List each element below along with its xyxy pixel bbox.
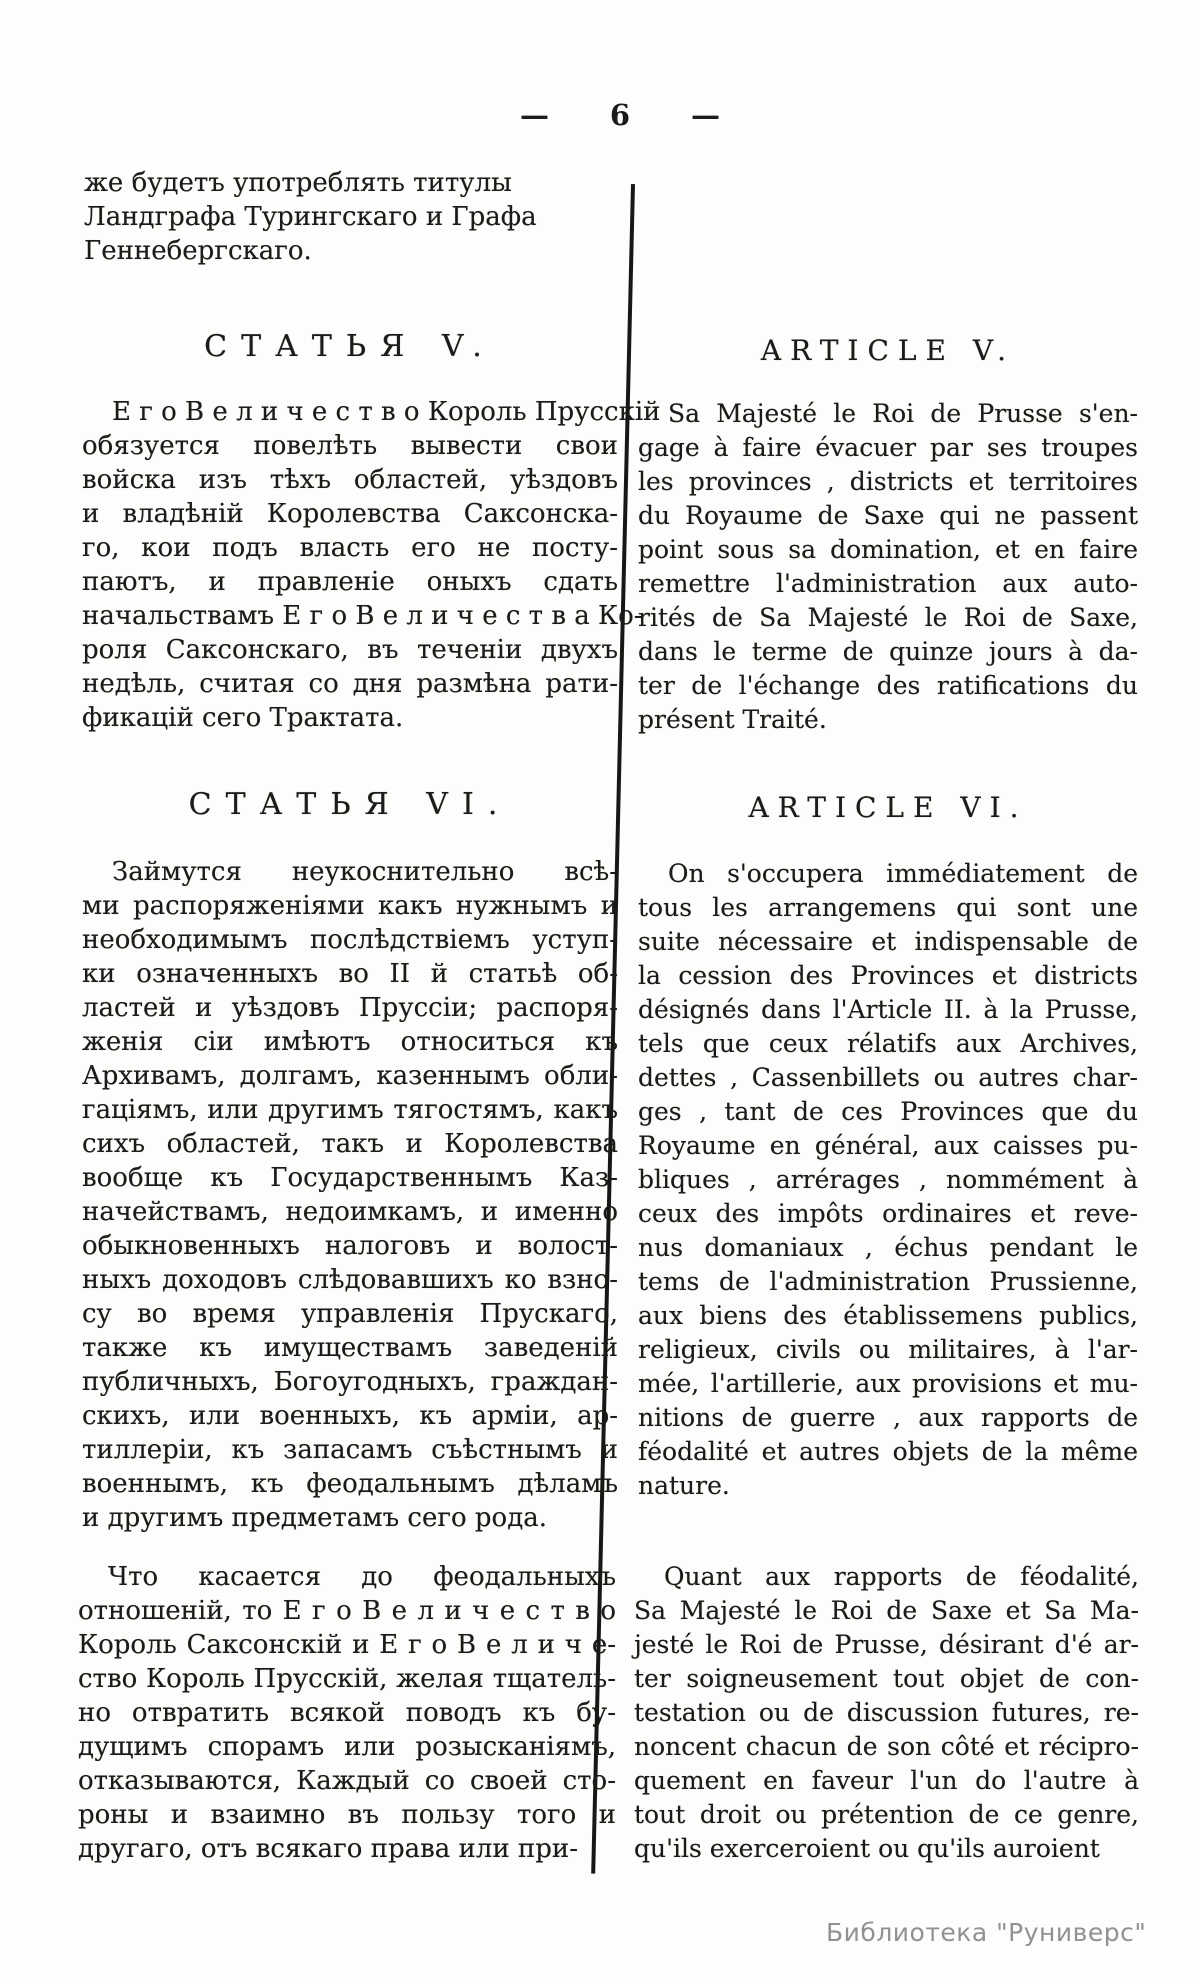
text-line: Король Саксонскій и Е г о В е л и ч е- — [78, 1630, 616, 1660]
french-article-6-heading: ARTICLE VI. — [748, 791, 1028, 824]
text-line: Займутся неукоснительно всѣ- — [112, 857, 618, 887]
text-line: вообще къ Государственнымъ Каз- — [82, 1163, 618, 1193]
text-line: роны и взаимно въ пользу того и — [78, 1800, 616, 1830]
text-line: ges , tant de ces Provinces que du — [638, 1097, 1138, 1126]
text-line: jesté le Roi de Prusse, désirant d'é ar- — [634, 1630, 1139, 1659]
text-line: Геннебергскаго. — [84, 236, 312, 266]
text-line: отказываются, Каждый со своей сто- — [78, 1766, 616, 1796]
text-line: Royaume en général, aux caisses pu- — [638, 1131, 1138, 1160]
text-line: необходимымъ послѣдствіемъ уступ- — [82, 925, 618, 955]
text-line: и владѣній Королевства Саксонска- — [82, 499, 618, 529]
text-line: suite nécessaire et indispensable de — [638, 927, 1138, 956]
text-line: публичныхъ, Богоугодныхъ, граждан- — [82, 1367, 618, 1397]
text-line: ceux des impôts ordinaires et reve- — [638, 1199, 1138, 1228]
text-line: начальствамъ Е г о В е л и ч е с т в а Ко- — [82, 601, 643, 631]
text-line: du Royaume de Saxe qui ne passent — [638, 501, 1138, 530]
header-dash-right: — — [691, 98, 720, 132]
text-line: Quant aux rapports de féodalité, — [664, 1562, 1139, 1591]
text-line: и другимъ предметамъ сего рода. — [82, 1503, 547, 1533]
text-line: скихъ, или военныхъ, къ арміи, ар- — [82, 1401, 618, 1431]
text-line: Что касается до феодальныхъ — [108, 1562, 616, 1592]
page-number: 6 — [609, 98, 631, 132]
text-line: недѣль, считая со дня размѣна рати- — [82, 669, 618, 699]
text-line: nature. — [638, 1471, 730, 1500]
russian-paragraph-continuation — [84, 166, 537, 268]
text-line: роля Саксонскаго, въ теченіи двухъ — [82, 635, 618, 665]
text-line: но отвратить всякой поводъ къ бу- — [78, 1698, 616, 1728]
text-line: noncent chacun de son côté et récipro- — [634, 1732, 1139, 1761]
text-line: паютъ, и правленіе оныхъ сдать — [82, 567, 618, 597]
text-line: tels que ceux rélatifs aux Archives, — [638, 1029, 1138, 1058]
text-line: nitions de guerre , aux rapports de — [638, 1403, 1138, 1432]
text-line: Ландграфа Турингскаго и Графа — [84, 202, 537, 232]
text-line: les provinces , districts et territoires — [638, 467, 1138, 496]
text-line: войска изъ тѣхъ областей, уѣздовъ — [82, 465, 618, 495]
text-line: féodalité et autres objets de la même — [638, 1437, 1138, 1466]
russian-article-6-second-paragraph — [78, 1560, 616, 1866]
text-line: la cession des Provinces et districts — [638, 961, 1138, 990]
text-line: обыкновенныхъ налоговъ и волост- — [82, 1231, 618, 1261]
text-line: On s'occupera immédiatement de — [668, 859, 1138, 888]
text-line: présent Traité. — [638, 705, 827, 734]
text-line: женія сіи имѣютъ относиться къ — [82, 1027, 618, 1057]
text-line: nus domaniaux , échus pendant le — [638, 1233, 1138, 1262]
russian-article-6-paragraph — [82, 855, 618, 1535]
text-line: bliques , arrérages , nommément à — [638, 1165, 1138, 1194]
text-line: су во время управленія Прускаго, — [82, 1299, 618, 1329]
french-article-5-paragraph — [638, 397, 1138, 737]
text-line: тиллеріи, къ запасамъ съѣстнымъ и — [82, 1435, 618, 1465]
text-line: mée, l'artillerie, aux provisions et mu- — [638, 1369, 1138, 1398]
text-line: также къ имуществамъ заведеній — [82, 1333, 618, 1363]
french-article-6-second-paragraph — [634, 1560, 1139, 1866]
text-line: Е г о В е л и ч е с т в о Король Прусскій — [112, 397, 661, 427]
header-dash-left: — — [520, 98, 549, 132]
text-line: же будетъ употреблять титулы — [84, 168, 512, 198]
russian-article-5-paragraph — [82, 395, 661, 735]
text-line: Sa Majesté le Roi de Saxe et Sa Ma- — [634, 1596, 1139, 1625]
text-line: ластей и уѣздовъ Пруссіи; распоря- — [82, 993, 618, 1023]
text-line: qu'ils exerceroient ou qu'ils auroient — [634, 1834, 1100, 1863]
text-line: Sa Majesté le Roi de Prusse s'en- — [668, 399, 1138, 428]
text-line: другаго, отъ всякаго права или при- — [78, 1834, 579, 1864]
text-line: testation ou de discussion futures, re- — [634, 1698, 1139, 1727]
french-article-5-heading: ARTICLE V. — [760, 334, 1016, 367]
text-line: Архивамъ, долгамъ, казеннымъ обли- — [82, 1061, 618, 1091]
text-line: сихъ областей, такъ и Королевства — [82, 1129, 618, 1159]
text-line: военнымъ, къ феодальнымъ дѣламъ — [82, 1469, 618, 1499]
text-line: ныхъ доходовъ слѣдовавшихъ ко взно- — [82, 1265, 618, 1295]
text-line: ки означенныхъ во II й статьѣ об- — [82, 959, 618, 989]
text-line: aux biens des établissemens publics, — [638, 1301, 1138, 1330]
text-line: гаціямъ, или другимъ тягостямъ, какъ — [82, 1095, 618, 1125]
text-line: го, кои подъ власть его не посту- — [82, 533, 618, 563]
text-line: обязуется повелѣть вывести свои — [82, 431, 618, 461]
text-line: ter soigneusement tout objet de con- — [634, 1664, 1139, 1693]
text-line: remettre l'administration aux auto- — [638, 569, 1138, 598]
text-line: religieux, civils ou militaires, à l'ar- — [638, 1335, 1138, 1364]
text-line: фикацій сего Трактата. — [82, 703, 404, 733]
text-line: tout droit ou prétention de ce genre, — [634, 1800, 1139, 1829]
russian-article-6-heading: СТАТЬЯ VI. — [188, 787, 512, 822]
page-header — [520, 98, 720, 132]
text-line: dettes , Cassenbillets ou autres char- — [638, 1063, 1138, 1092]
text-line: tems de l'administration Prussienne, — [638, 1267, 1138, 1296]
text-line: начействамъ, недоимкамъ, и именно — [82, 1197, 618, 1227]
text-line: désignés dans l'Article II. à la Prusse, — [638, 995, 1138, 1024]
text-line: отношеній, то Е г о В е л и ч е с т в о — [78, 1596, 616, 1626]
text-line: gage à faire évacuer par ses troupes — [638, 433, 1138, 462]
text-line: rités de Sa Majesté le Roi de Saxe, — [638, 603, 1138, 632]
text-line: ство Король Прусскій, желая тщатель- — [78, 1664, 616, 1694]
text-line: дущимъ спорамъ или розысканіямъ, — [78, 1732, 616, 1762]
text-line: tous les arrangemens qui sont une — [638, 893, 1138, 922]
french-article-6-paragraph — [638, 857, 1138, 1503]
text-line: ми распоряженіями какъ нужнымъ и — [82, 891, 618, 921]
text-line: point sous sa domination, et en faire — [638, 535, 1138, 564]
text-line: dans le terme de quinze jours à da- — [638, 637, 1138, 666]
russian-article-5-heading: СТАТЬЯ V. — [204, 329, 496, 364]
text-line: quement en faveur l'un do l'autre à — [634, 1766, 1139, 1795]
text-line: ter de l'échange des ratifications du — [638, 671, 1138, 700]
library-watermark: Библиотека "Руниверс" — [826, 1918, 1147, 1947]
